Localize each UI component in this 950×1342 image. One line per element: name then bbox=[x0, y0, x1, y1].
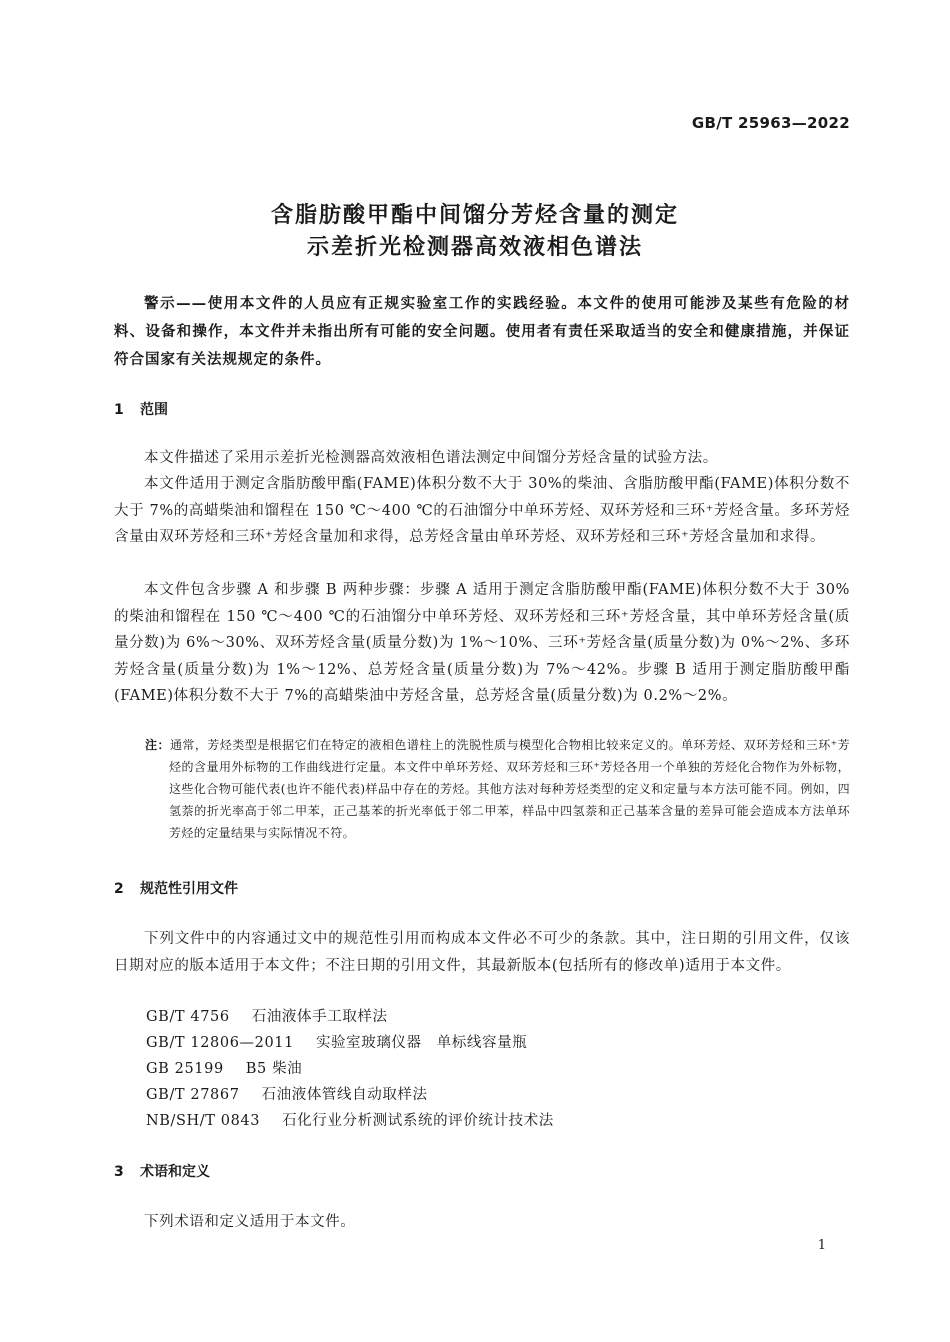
section-number: 3 bbox=[114, 1164, 124, 1180]
reference-title: 实验室玻璃仪器 单标线容量瓶 bbox=[315, 1035, 528, 1051]
references-intro: 下列文件中的内容通过文中的规范性引用而构成本文件必不可少的条款。其中，注日期的引用文件，仅该日期对应的版本适用于本文件；不注日期的引用文件，其最新版本(包括所有的修改单)适用于本文件。 bbox=[114, 931, 850, 974]
scope-paragraph-1: 本文件描述了采用示差折光检测器高效液相色谱法测定中间馏分芳烃含量的试验方法。 bbox=[144, 450, 718, 466]
reference-code: GB/T 12806—2011 bbox=[146, 1035, 294, 1051]
reference-item bbox=[146, 1057, 302, 1078]
reference-title: 石油液体管线自动取样法 bbox=[261, 1087, 428, 1103]
section-title: 规范性引用文件 bbox=[140, 881, 238, 897]
document-title-line2: 示差折光检测器高效液相色谱法 bbox=[306, 235, 643, 260]
section-heading-scope bbox=[114, 399, 168, 419]
page-number: 1 bbox=[817, 1238, 826, 1253]
reference-code: GB/T 27867 bbox=[146, 1087, 240, 1103]
section-number: 1 bbox=[114, 402, 124, 418]
note-label: 注： bbox=[145, 738, 170, 752]
section-heading-normative-references bbox=[114, 878, 238, 898]
scope-paragraph-2: 本文件适用于测定含脂肪酸甲酯(FAME)体积分数不大于 30%的柴油、含脂肪酸甲酯(FAME)体积分数不大于 7%的高蜡柴油和馏程在 150 ℃～400 ℃的石油馏分中单环芳烃、双环芳烃和三环⁺芳烃含量。多环芳烃含量由双环芳烃和三环⁺芳烃含量加和求得，总芳烃含量由单环芳烃、双环芳烃和三环⁺芳烃含量加和求得。 bbox=[114, 476, 850, 545]
section-title: 范围 bbox=[140, 402, 168, 418]
scope-note bbox=[145, 734, 850, 844]
reference-item bbox=[146, 1031, 527, 1052]
reference-code: GB 25199 bbox=[146, 1061, 224, 1077]
section-heading-terms bbox=[114, 1161, 210, 1181]
warning-paragraph: 警示——使用本文件的人员应有正规实验室工作的实践经验。本文件的使用可能涉及某些有危险的材料、设备和操作，本文件并未指出所有可能的安全问题。使用者有责任采取适当的安全和健康措施，并保证符合国家有关法规规定的条件。 bbox=[114, 296, 850, 368]
section-number: 2 bbox=[114, 881, 124, 897]
reference-item bbox=[146, 1109, 554, 1130]
reference-item bbox=[146, 1083, 428, 1104]
document-title-line1: 含脂肪酸甲酯中间馏分芳烃含量的测定 bbox=[270, 203, 679, 228]
note-text: 通常，芳烃类型是根据它们在特定的液相色谱柱上的洗脱性质与模型化合物相比较来定义的。单环芳烃、双环芳烃和三环⁺芳烃的含量用外标物的工作曲线进行定量。本文件中单环芳烃、双环芳烃和三环⁺芳烃各用一个单独的芳烃化合物作为外标物，这些化合物可能代表(也许不能代表)样品中存在的芳烃。其他方法对每种芳烃类型的定义和定量与本方法可能不同。例如，四氢萘的折光率高于邻二甲苯，正己基苯的折光率低于邻二甲苯，样品中四氢萘和正己基苯含量的差异可能会造成本方法单环芳烃的定量结果与实际情况不符。 bbox=[169, 738, 850, 840]
reference-title: B5 柴油 bbox=[245, 1061, 303, 1077]
section-title: 术语和定义 bbox=[140, 1164, 210, 1180]
terms-intro: 下列术语和定义适用于本文件。 bbox=[144, 1214, 356, 1230]
scope-paragraph-3: 本文件包含步骤 A 和步骤 B 两种步骤：步骤 A 适用于测定含脂肪酸甲酯(FAME)体积分数不大于 30%的柴油和馏程在 150 ℃～400 ℃的石油馏分中单环芳烃、双环芳烃和三环⁺芳烃含量，其中单环芳烃含量(质量分数)为 6%～30%、双环芳烃含量(质量分数)为 1%～10%、三环⁺芳烃含量(质量分数)为 0%～2%、多环芳烃含量(质量分数)为 1%～12%、总芳烃含量(质量分数)为 7%～42%。步骤 B 适用于测定脂肪酸甲酯(FAME)体积分数不大于 7%的高蜡柴油中芳烃含量，总芳烃含量(质量分数)为 0.2%～2%。 bbox=[114, 582, 850, 704]
reference-title: 石化行业分析测试系统的评价统计技术法 bbox=[282, 1113, 554, 1129]
standard-number: GB/T 25963—2022 bbox=[691, 114, 850, 132]
reference-code: GB/T 4756 bbox=[146, 1009, 230, 1025]
reference-title: 石油液体手工取样法 bbox=[251, 1009, 388, 1025]
reference-code: NB/SH/T 0843 bbox=[146, 1113, 261, 1129]
reference-item bbox=[146, 1005, 388, 1026]
